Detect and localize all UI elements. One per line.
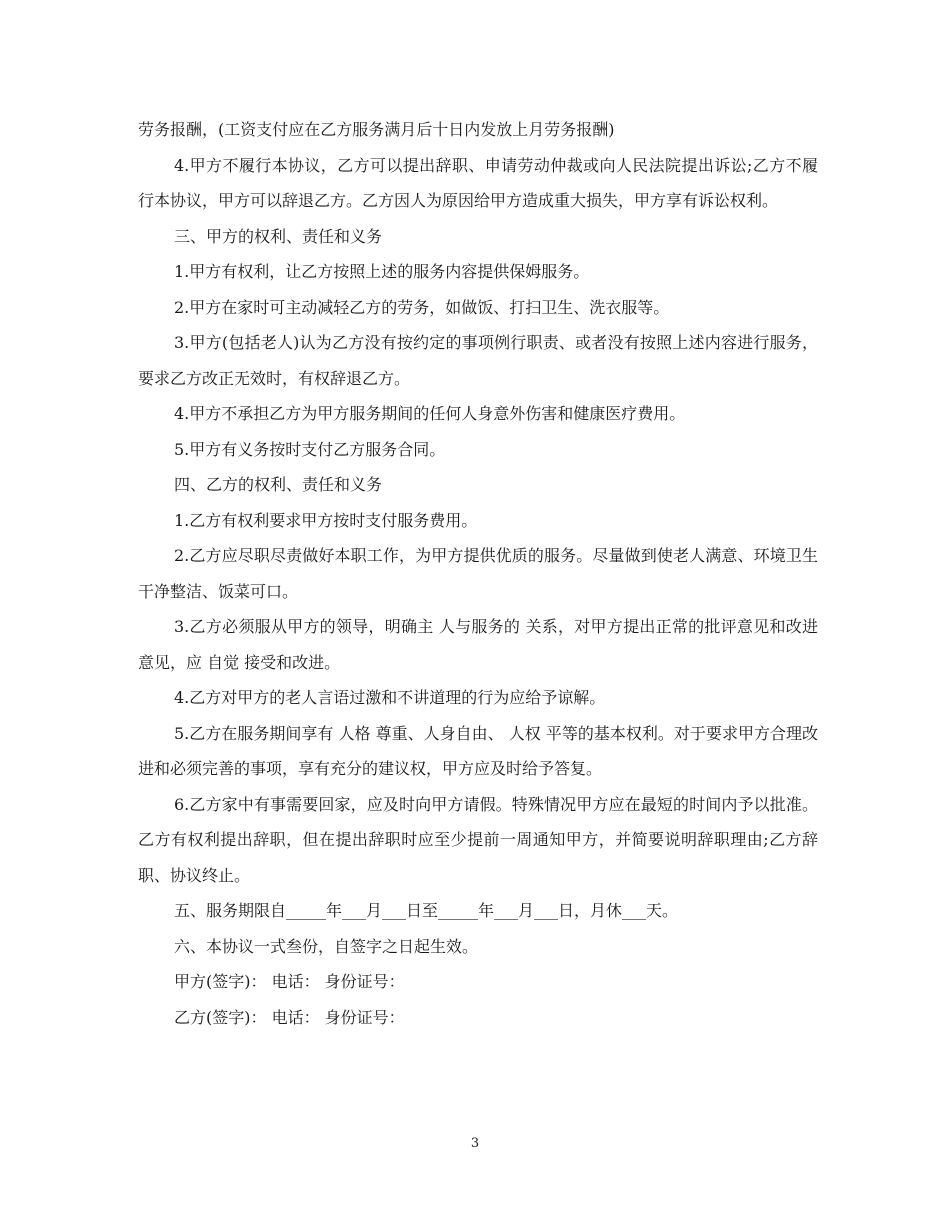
paragraph-party-a-2: 2.甲方在家时可主动减轻乙方的劳务，如做饭、打扫卫生、洗衣服等。	[174, 297, 670, 317]
paragraph-clause-4-breach: 4.甲方不履行本协议，乙方可以提出辞职、申请劳动仲裁或向人民法院提出诉讼;乙方不履行本协议，甲方可以辞退乙方。乙方因人为原因给甲方造成重大损失，甲方享有诉讼权利。	[138, 155, 818, 210]
paragraph-party-b-6: 6.乙方家中有事需要回家，应及时向甲方请假。特殊情况甲方应在最短的时间内予以批准。乙方有权利提出辞职，但在提出辞职时应至少提前一周通知甲方，并简要说明辞职理由;乙方辞职、协议终止。	[138, 794, 818, 885]
paragraph-party-b-2: 2.乙方应尽职尽责做好本职工作，为甲方提供优质的服务。尽量做到使老人满意、环境卫生干净整洁、饭菜可口。	[138, 546, 818, 601]
paragraph-party-b-1: 1.乙方有权利要求甲方按时支付服务费用。	[174, 510, 478, 530]
paragraph-party-b-5: 5.乙方在服务期间享有 人格 尊重、人身自由、 人权 平等的基本权利。对于要求甲方合理改进和必须完善的事项，享有充分的建议权，甲方应及时给予答复。	[138, 723, 818, 778]
document-body	[138, 112, 818, 1035]
paragraph-party-a-3: 3.甲方(包括老人)认为乙方没有按约定的事项例行职责、或者没有按照上述内容进行服务，要求乙方改正无效时，有权辞退乙方。	[138, 333, 818, 388]
page-number: 3	[470, 1136, 480, 1151]
section-service-period: 五、服务期限自_____年___月___日至_____年___月___日，月休___天。	[174, 901, 679, 920]
paragraph-party-a-4: 4.甲方不承担乙方为甲方服务期间的任何人身意外伤害和健康医疗费用。	[174, 404, 686, 423]
paragraph-party-b-4: 4.乙方对甲方的老人言语过激和不讲道理的行为应给予谅解。	[174, 688, 606, 707]
paragraph-party-a-1: 1.甲方有权利，让乙方按照上述的服务内容提供保姆服务。	[174, 262, 590, 281]
section-heading-party-b-rights: 四、乙方的权利、责任和义务	[174, 475, 383, 494]
paragraph-party-a-5: 5.甲方有义务按时支付乙方服务合同。	[174, 439, 446, 459]
section-agreement-copies: 六、本协议一式叁份，自签字之日起生效。	[174, 936, 479, 956]
signature-line-party-b: 乙方(签字)： 电话： 身份证号：	[174, 1007, 405, 1027]
section-heading-party-a-rights: 三、甲方的权利、责任和义务	[174, 226, 383, 246]
paragraph-wage-payment: 劳务报酬，(工资支付应在乙方服务满月后十日内发放上月劳务报酬)	[138, 120, 615, 139]
paragraph-party-b-3: 3.乙方必须服从甲方的领导，明确主 人与服务的 关系，对甲方提出正常的批评意见和改进意见，应 自觉 接受和改进。	[138, 617, 818, 672]
signature-line-party-a: 甲方(签字)： 电话： 身份证号：	[174, 972, 405, 991]
